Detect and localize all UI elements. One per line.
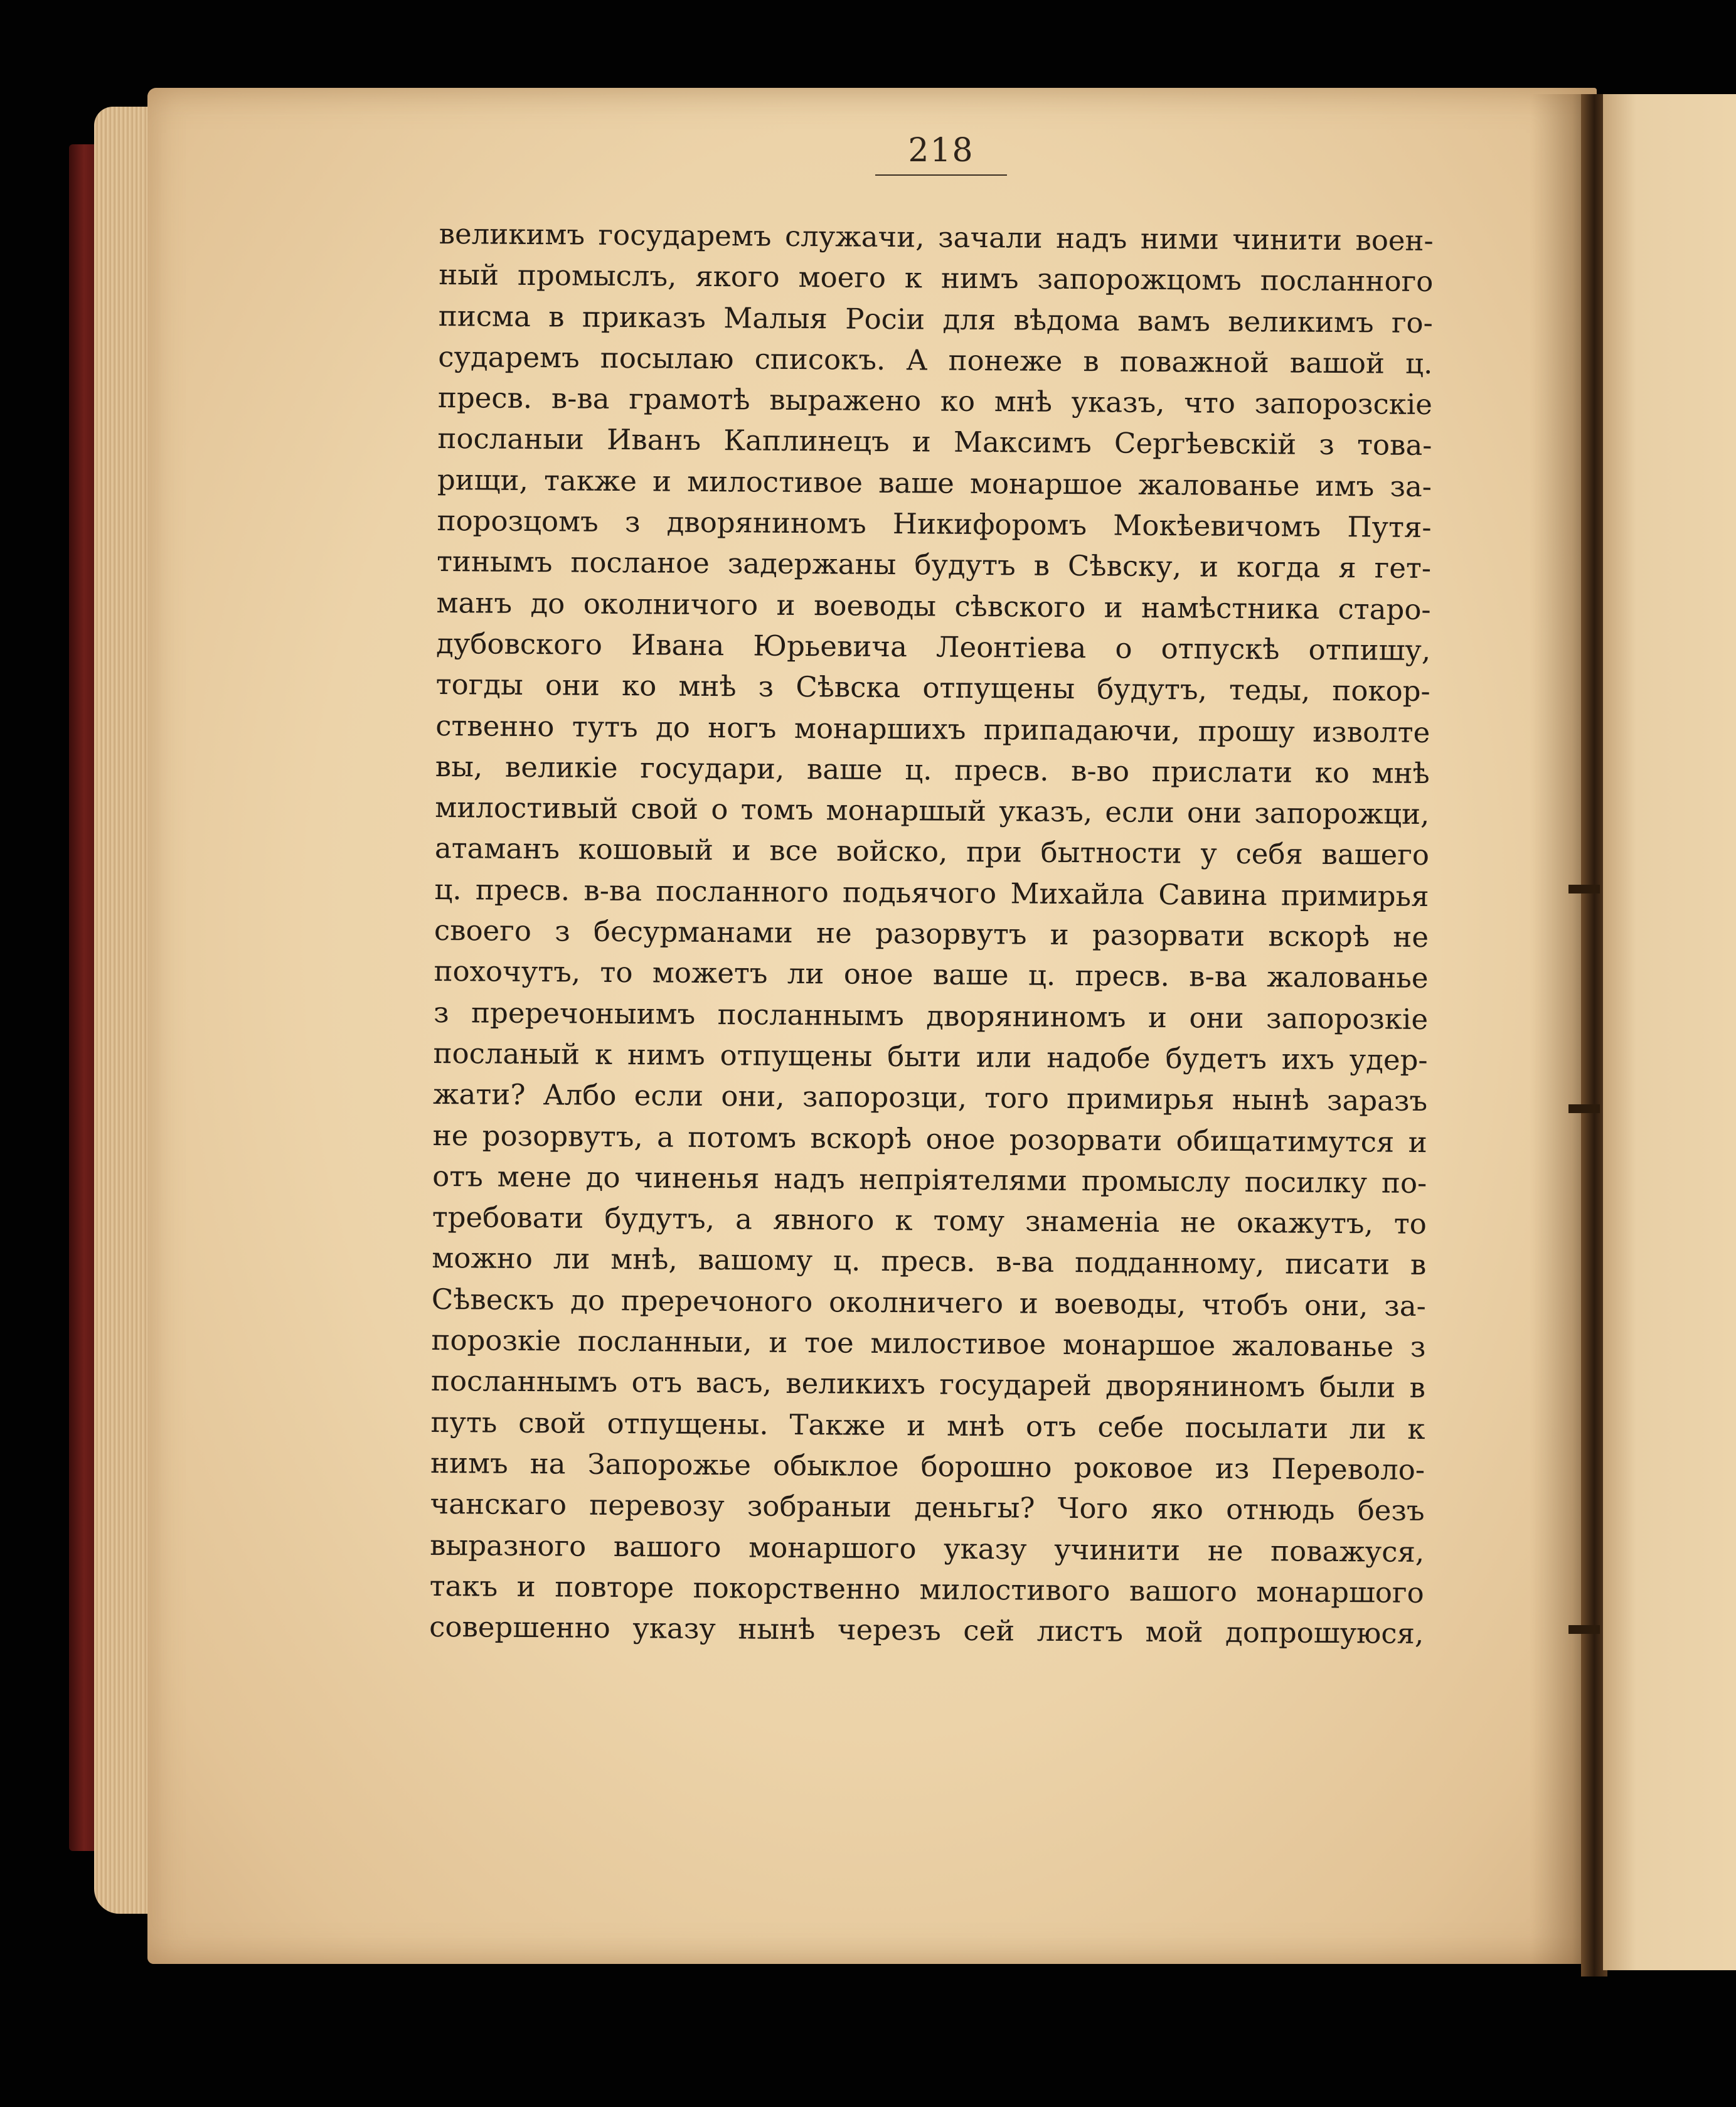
text-line: нимъ на Запорожье обыклое борошно роковое из Переволо- <box>430 1446 1425 1486</box>
text-line: чанскаго перевозу зобраныи деньгы? Чого яко отнюдь безъ <box>430 1487 1425 1528</box>
text-line: тогды они ко мнѣ з Сѣвска отпущены будутъ, теды, покор- <box>435 668 1430 708</box>
text-line: похочутъ, то можетъ ли оное ваше ц. пресв. в-ва жалованье <box>434 954 1429 995</box>
text-line: манъ до околничого и воеводы сѣвского и намѣстника старо- <box>436 585 1431 626</box>
text-line: великимъ государемъ служачи, зачали надъ ними чинити воен- <box>439 216 1434 258</box>
text-line: ственно тутъ до ногъ монаршихъ припадаючи, прошу изволте <box>435 708 1430 749</box>
text-line: не розорвутъ, а потомъ вскорѣ оное розорвати обищатимутся и <box>432 1118 1427 1159</box>
text-line: посланыи Иванъ Каплинецъ и Максимъ Сергѣевскій з това- <box>437 422 1432 462</box>
header-rule <box>875 174 1007 176</box>
text-line: порозкіе посланныи, и тое милостивое монаршое жалованье з <box>431 1323 1426 1364</box>
text-line: Сѣвескъ до преречоного околничего и воеводы, чтобъ они, за- <box>431 1282 1427 1323</box>
text-line: посланнымъ отъ васъ, великихъ государей дворяниномъ были в <box>430 1364 1426 1405</box>
page-number: 218 <box>908 132 974 169</box>
text-line: тинымъ посланое задержаны будутъ в Сѣвску, и когда я гет- <box>436 545 1432 585</box>
text-line: такъ и повторе покорственно милостивого вашого монаршого <box>429 1569 1424 1609</box>
text-line: писма в приказъ Малыя Росіи для вѣдома вамъ великимъ го- <box>438 299 1434 339</box>
text-line: совершенно указу нынѣ черезъ сей листъ мой допрошуюся, <box>429 1610 1424 1651</box>
text-body <box>429 213 1434 1654</box>
text-line: своего з бесурманами не разорвутъ и разорвати вскорѣ не <box>434 914 1429 954</box>
text-line: посланый к нимъ отпущены быти или надобе будетъ ихъ удер- <box>433 1036 1428 1077</box>
page-header <box>875 132 1007 176</box>
text-line: требовати будутъ, а явного к тому знаменіа не окажутъ, то <box>432 1200 1427 1241</box>
text-line: порозцомъ з дворяниномъ Никифоромъ Мокѣевичомъ Путя- <box>437 504 1432 545</box>
text-line: рищи, также и милостивое ваше монаршое жалованье имъ за- <box>437 462 1432 503</box>
text-line: жати? Албо если они, запорозци, того примирья нынѣ заразъ <box>433 1077 1428 1118</box>
text-line: ный промыслъ, якого моего к нимъ запорожцомъ посланного <box>439 258 1434 299</box>
page-tear <box>1568 1104 1600 1113</box>
text-line: з преречоныимъ посланнымъ дворяниномъ и они запорозкіе <box>433 995 1429 1036</box>
text-line: дубовского Ивана Юрьевича Леонтіева о отпускѣ отпишу, <box>436 626 1431 668</box>
text-line: можно ли мнѣ, вашому ц. пресв. в-ва подданному, писати в <box>432 1241 1427 1282</box>
facing-page <box>1603 94 1736 1970</box>
text-line: путь свой отпущены. Также и мнѣ отъ себе посылати ли к <box>430 1405 1425 1446</box>
text-line: вы, великіе государи, ваше ц. пресв. в-во прислати ко мнѣ <box>435 749 1430 790</box>
text-line: выразного вашого монаршого указу учинити не поважуся, <box>430 1528 1425 1569</box>
text-line: милостивый свой о томъ монаршый указъ, если они запорожци, <box>435 791 1430 831</box>
text-line: сударемъ посылаю списокъ. А понеже в поважной вашой ц. <box>438 339 1433 380</box>
page-tear <box>1568 1625 1600 1634</box>
text-line: атаманъ кошовый и все войско, при бытности у себя вашего <box>434 831 1430 872</box>
page-tear <box>1568 885 1600 893</box>
text-line: пресв. в-ва грамотѣ выражено ко мнѣ указъ, что запорозскіе <box>437 381 1433 422</box>
text-line: отъ мене до чиненья надъ непріятелями промыслу посилку по- <box>432 1159 1427 1200</box>
text-line: ц. пресв. в-ва посланного подьячого Михайла Савина примирья <box>434 872 1429 913</box>
